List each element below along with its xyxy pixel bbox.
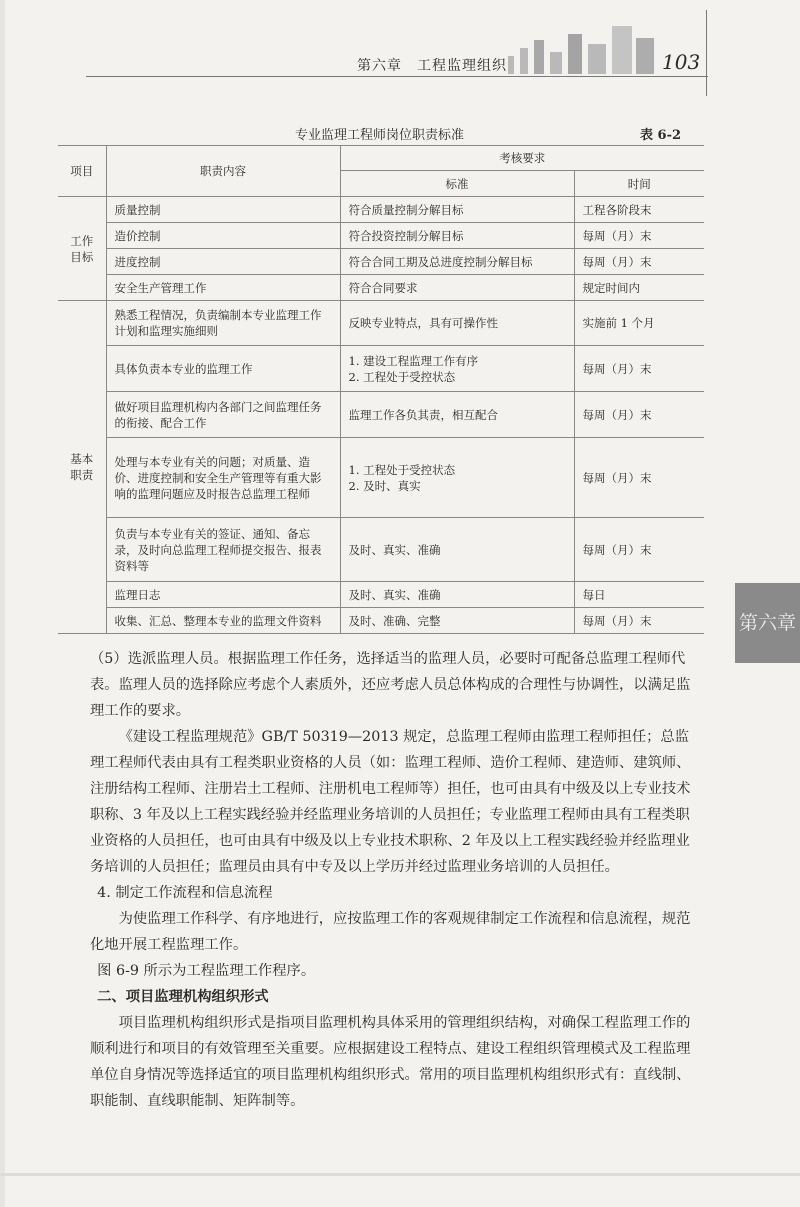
group-label-work-goals <box>58 197 106 301</box>
table-row <box>58 197 704 223</box>
group-label-line: 基本 <box>70 452 94 466</box>
group-label-basic-duties <box>58 301 106 634</box>
cell-duty: 监理日志 <box>106 582 340 608</box>
paragraph-workflow: 为使监理工作科学、有序地进行，应按监理工作的客观规律制定工作流程和信息流程，规范化地开展工程监理工作。 <box>90 911 691 953</box>
table-title: 专业监理工程师岗位职责标准 <box>295 128 465 143</box>
cell-duty: 收集、汇总、整理本专业的监理文件资料 <box>106 608 340 634</box>
group-label-line: 工作 <box>70 233 94 248</box>
cell-time: 每周（月）末 <box>574 249 704 275</box>
cell-duty: 造价控制 <box>106 223 340 249</box>
cell-standard: 及时、真实、准确 <box>340 518 574 582</box>
cell-time: 规定时间内 <box>574 275 704 301</box>
standard-line: 2. 工程处于受控状态 <box>348 369 456 384</box>
table-row <box>58 275 704 301</box>
paragraph-regulation: 《建设工程监理规范》GB/T 50319—2013 规定，总监理工程师由监理工程师担任；总监理工程师代表由具有工程类职业资格的人员（如：监理工程师、造价工程师、建造师、建筑师、注册结构工程师、注册岩土工程师、注册机电工程师等）担任，也可由具有中级及以上专业技术职称、3 年及以上工程实践经验并经监理业务培训的人员担任；专业监理工程师由具有工程类职业资格的人员担任，也可由具有中级及以上专业技术职称、2 年及以上工程实践经验并经监理业务培训的人员担任；监理员由具有中专及以上学历并经过监理业务培训的人员担任。 <box>90 729 691 875</box>
page-bottom-edge <box>0 1173 800 1176</box>
cell-standard <box>340 438 574 518</box>
page-edge-shadow <box>0 0 5 1207</box>
table-row <box>58 249 704 275</box>
cell-standard: 监理工作各负其责，相互配合 <box>340 392 574 438</box>
cell-standard: 及时、准确、完整 <box>340 608 574 634</box>
cell-duty: 做好项目监理机构内各部门之间监理任务的衔接、配合工作 <box>106 392 340 438</box>
cell-duty: 质量控制 <box>106 197 340 223</box>
cell-time: 每日 <box>574 582 704 608</box>
table-row <box>58 518 704 582</box>
cell-standard: 符合质量控制分解目标 <box>340 197 574 223</box>
paragraph-figure-ref: 图 6-9 所示为工程监理工作程序。 <box>97 963 316 979</box>
cell-standard: 反映专业特点，具有可操作性 <box>340 301 574 346</box>
running-header-chapter: 第六章 工程监理组织 <box>357 58 507 74</box>
table-row <box>58 223 704 249</box>
cell-standard: 符合合同工期及总进度控制分解目标 <box>340 249 574 275</box>
standard-line: 2. 及时、真实 <box>348 478 421 493</box>
header-time: 时间 <box>574 171 704 197</box>
cell-duty: 负责与本专业有关的签证、通知、备忘录，及时向总监理工程师提交报告、报表资料等 <box>106 518 340 582</box>
cell-time: 每周（月）末 <box>574 392 704 438</box>
page-number: 103 <box>662 50 701 74</box>
cell-time: 每周（月）末 <box>574 608 704 634</box>
paragraph-select-staff: （5）选派监理人员。根据监理工作任务，选择适当的监理人员，必要时可配备总监理工程师代表。监理人员的选择除应考虑个人素质外，还应考虑人员总体构成的合理性与协调性，以满足监理工作的要求。 <box>90 651 691 719</box>
table-row <box>58 582 704 608</box>
cell-duty: 进度控制 <box>106 249 340 275</box>
header-standard: 标准 <box>340 171 574 197</box>
subheading-workflow: 4. 制定工作流程和信息流程 <box>97 885 273 901</box>
cell-time: 每周（月）末 <box>574 346 704 392</box>
header-rule <box>86 76 708 77</box>
cell-standard: 符合合同要求 <box>340 275 574 301</box>
cell-standard <box>340 346 574 392</box>
cell-time: 每周（月）末 <box>574 438 704 518</box>
cell-standard: 及时、真实、准确 <box>340 582 574 608</box>
header-duty: 职责内容 <box>106 146 340 197</box>
cell-time: 实施前 1 个月 <box>574 301 704 346</box>
group-label-line: 目标 <box>70 249 94 264</box>
body-text <box>90 646 702 1114</box>
header-decoration-graphic <box>508 22 654 74</box>
chapter-thumb-tab: 第六章 <box>735 583 800 663</box>
paragraph-org-forms: 项目监理机构组织形式是指项目监理机构具体采用的管理组织结构，对确保工程监理工作的顺利进行和项目的有效管理至关重要。应根据建设工程特点、建设工程组织管理模式及工程监理单位自身情况等选择适宜的项目监理机构组织形式。常用的项目监理机构组织形式有：直线制、职能制、直线职能制、矩阵制等。 <box>90 1015 691 1109</box>
standard-line: 1. 建设工程监理工作有序 <box>348 353 479 368</box>
table-row <box>58 392 704 438</box>
table-row <box>58 608 704 634</box>
duty-standard-table <box>58 145 704 634</box>
header-item: 项目 <box>58 146 106 197</box>
table-row <box>58 301 704 346</box>
cell-duty: 处理与本专业有关的问题；对质量、造价、进度控制和安全生产管理等有重大影响的监理问题应及时报告总监理工程师 <box>106 438 340 518</box>
cell-duty: 具体负责本专业的监理工作 <box>106 346 340 392</box>
section-heading-org-forms: 二、项目监理机构组织形式 <box>97 989 269 1005</box>
cell-duty: 安全生产管理工作 <box>106 275 340 301</box>
header-assessment: 考核要求 <box>340 146 704 171</box>
table-row <box>58 438 704 518</box>
group-label-line: 职责 <box>70 468 94 482</box>
cell-standard: 符合投资控制分解目标 <box>340 223 574 249</box>
header-vertical-rule <box>706 10 707 96</box>
cell-duty: 熟悉工程情况，负责编制本专业监理工作计划和监理实施细则 <box>106 301 340 346</box>
cell-time: 每周（月）末 <box>574 223 704 249</box>
table-row <box>58 346 704 392</box>
table-number: 表 6-2 <box>640 128 682 143</box>
standard-line: 1. 工程处于受控状态 <box>348 462 456 477</box>
cell-time: 工程各阶段末 <box>574 197 704 223</box>
cell-time: 每周（月）末 <box>574 518 704 582</box>
